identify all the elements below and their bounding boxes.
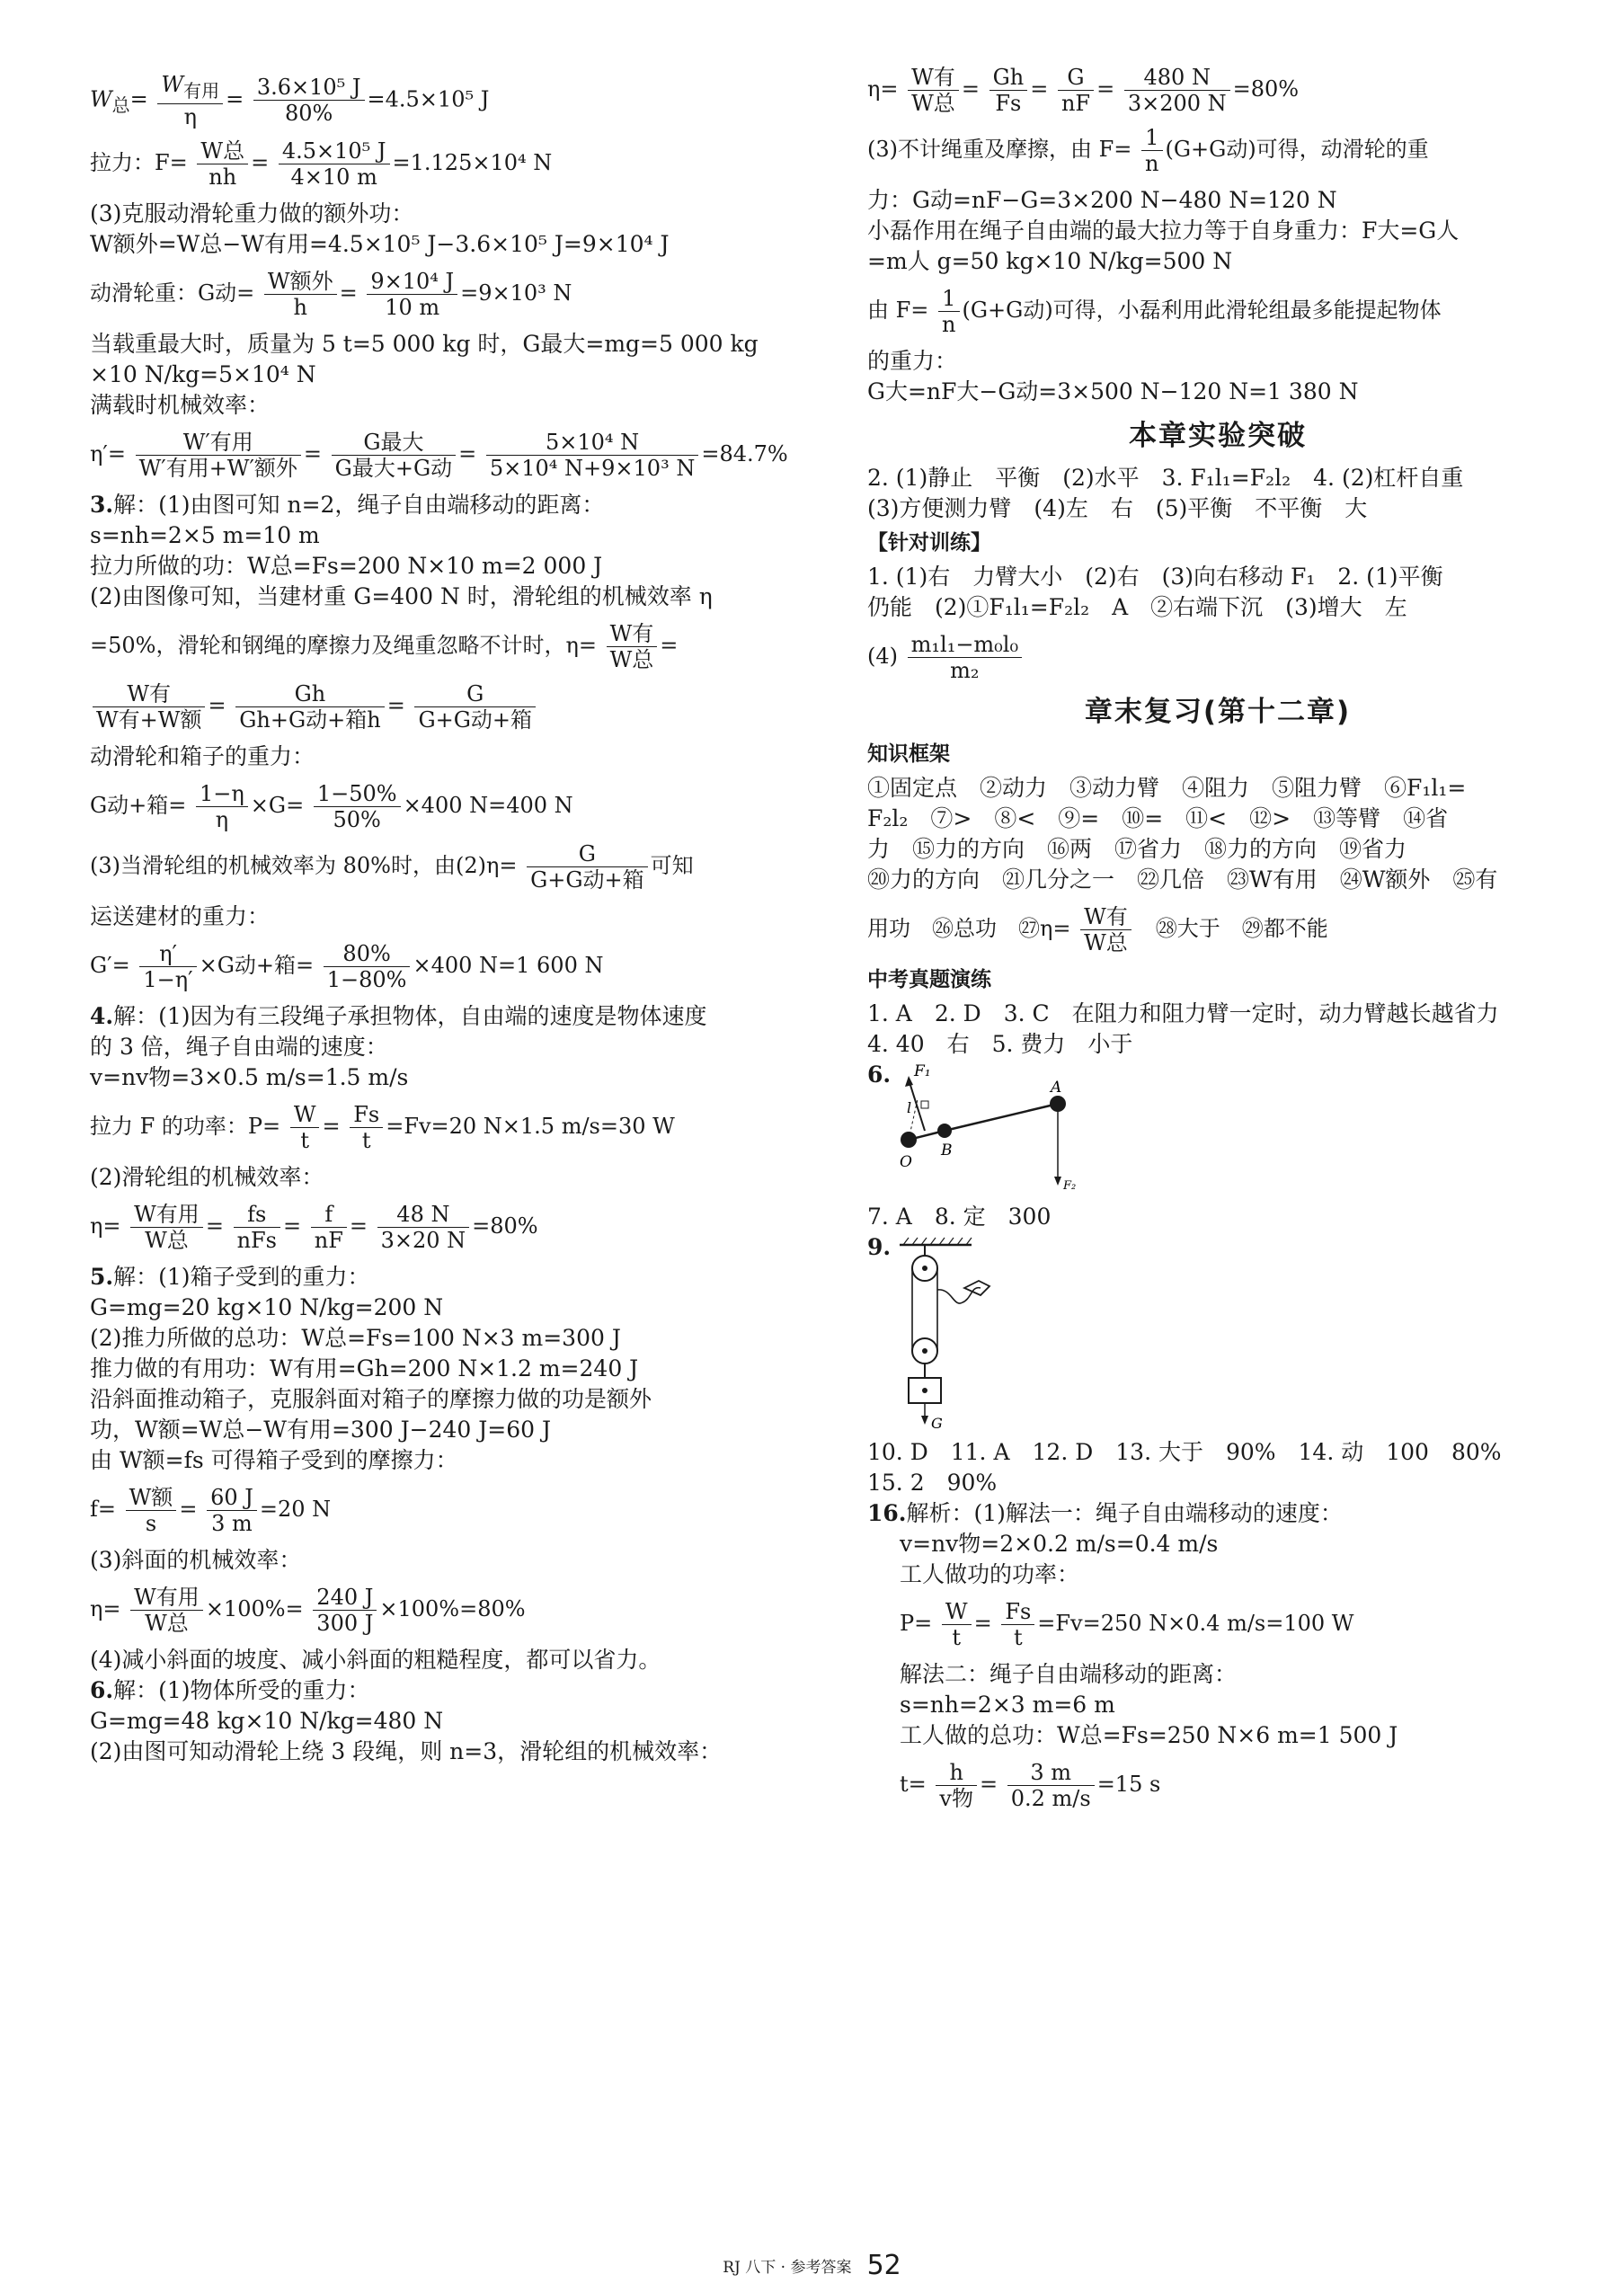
text-line: 仍能 (2)①F₁l₁=F₂l₂ A ②右端下沉 (3)增大 左 <box>867 594 1407 620</box>
text-line: 满载时机械效率： <box>90 391 271 418</box>
page-footer <box>0 2250 1624 2281</box>
problem-number: 6. <box>90 1676 114 1703</box>
text: W有+W额 <box>96 706 202 733</box>
text: W <box>161 72 184 97</box>
formula-total-work <box>90 72 791 129</box>
text-line: 1. (1)右 力臂大小 (2)右 (3)向右移动 F₁ 2. (1)平衡 <box>867 564 1443 590</box>
text: (G+G动)可得，小磊利用此滑轮组最多能提起物体 <box>962 298 1442 323</box>
text-line: F₂l₂ ⑦> ⑧< ⑨= ⑩= ⑪< ⑫> ⑬等臂 ⑭省 <box>867 805 1449 831</box>
text-line: 1. A 2. D 3. C 在阻力和阻力臂一定时，动力臂越长越省力 <box>867 1000 1499 1026</box>
text: =Fv=250 N×0.4 m/s=100 W <box>1037 1611 1354 1636</box>
section-title: 本章实验突破 <box>1129 420 1307 452</box>
text: 1−η <box>196 781 248 807</box>
text: t <box>1013 1625 1023 1650</box>
text: = <box>339 280 358 306</box>
text: η <box>215 806 229 832</box>
text-line: 力：G动=nF−G=3×200 N−480 N=120 N <box>867 187 1337 213</box>
lever-diagram <box>889 1063 1105 1198</box>
text-line: (3)克服动滑轮重力做的额外功： <box>90 200 414 227</box>
text-line: 2. (1)静止 平衡 (2)水平 3. F₁l₁=F₂l₂ 4. (2)杠杆自重 <box>867 465 1464 491</box>
text: W总 <box>145 1227 189 1253</box>
formula-line <box>90 681 791 733</box>
text: = <box>251 149 270 175</box>
subsection-title: 中考真题演练 <box>867 968 991 991</box>
text: = <box>179 1496 198 1522</box>
text: Fs <box>1001 1599 1034 1625</box>
text: ×100%=80% <box>379 1595 526 1621</box>
text: Gh <box>235 681 384 707</box>
text: 300 J <box>316 1610 374 1636</box>
subsection-title: 知识框架 <box>867 742 950 766</box>
text-line: ①固定点 ②动力 ③动力臂 ④阻力 ⑤阻力臂 ⑥F₁l₁= <box>867 775 1467 801</box>
text: nFs <box>236 1227 277 1253</box>
text: s <box>145 1510 157 1536</box>
text: 解：(1)箱子受到的重力： <box>113 1263 370 1290</box>
text: G <box>1058 65 1094 91</box>
fraction <box>93 681 205 733</box>
fraction <box>908 65 959 116</box>
text: W总 <box>197 138 248 164</box>
fraction <box>908 632 1022 683</box>
text: W总 <box>609 646 654 672</box>
text: ×400 N=400 N <box>403 792 573 818</box>
formula-line <box>90 941 791 992</box>
problem-number: 6. <box>867 1062 892 1088</box>
formula-line <box>867 632 1568 683</box>
text-line: (4)减小斜面的坡度、减小斜面的粗糙程度，都可以省力。 <box>90 1646 661 1673</box>
text: η <box>183 103 197 129</box>
text: v物 <box>939 1786 973 1811</box>
text-line: 解法二：绳子自由端移动的距离： <box>900 1661 1238 1687</box>
text: 480 N <box>1124 65 1230 91</box>
text: W总 <box>1084 930 1128 955</box>
text-line: G=mg=48 kg×10 N/kg=480 N <box>90 1707 444 1734</box>
text: = <box>322 1113 341 1139</box>
text: 10 m <box>385 294 440 320</box>
formula-full-efficiency <box>90 430 791 481</box>
right-column <box>867 63 1568 1820</box>
fraction <box>253 75 365 126</box>
text: Fs <box>995 91 1022 116</box>
text: 拉力 F 的功率：P= <box>90 1113 281 1139</box>
problem-number: 16. <box>867 1500 907 1526</box>
text: G最大 <box>332 430 456 456</box>
text: 有用 <box>183 79 220 102</box>
fraction <box>235 681 384 733</box>
text: Gh <box>989 65 1028 91</box>
fraction <box>139 941 196 992</box>
text-line: 工人做的总功：W总=Fs=250 N×6 m=1 500 J <box>900 1722 1398 1748</box>
text: = <box>386 692 405 718</box>
fraction <box>1080 904 1131 955</box>
fraction <box>136 430 301 481</box>
text: 由 F= <box>867 298 929 323</box>
text: G动+箱= <box>90 792 187 818</box>
text: W <box>90 86 112 112</box>
text: 50% <box>333 806 381 832</box>
label-f1: F₁ <box>914 1063 931 1080</box>
text: = <box>349 1213 368 1239</box>
text: W <box>942 1599 972 1625</box>
text-line: =m人 g=50 kg×10 N/kg=500 N <box>867 248 1233 274</box>
text: 动滑轮重：G动= <box>90 280 255 306</box>
text: =15 s <box>1096 1772 1161 1797</box>
fraction <box>1058 65 1094 116</box>
formula-pull-force <box>90 138 791 190</box>
arrow-head-g <box>921 1416 928 1425</box>
formula-line <box>90 841 791 893</box>
text: (3)不计绳重及摩擦，由 F= <box>867 137 1132 162</box>
text: W额外 <box>264 269 337 295</box>
text-line: 15. 2 90% <box>867 1470 998 1496</box>
text: 拉力：F= <box>90 149 188 175</box>
text-line: 的重力： <box>867 348 958 374</box>
text: = <box>973 1611 992 1636</box>
left-column <box>90 63 791 1767</box>
text: η= <box>90 1595 121 1621</box>
text: 1−η′ <box>143 966 193 992</box>
text: G′= <box>90 952 130 978</box>
text: Fs <box>350 1102 383 1128</box>
text: 80% <box>285 101 333 127</box>
text: (4) <box>867 644 898 669</box>
text: = <box>979 1772 998 1797</box>
problem-16-line <box>867 1498 1568 1529</box>
text: = <box>129 86 148 112</box>
text: ㉘大于 ㉙都不能 <box>1133 916 1328 941</box>
text: 3×200 N <box>1127 91 1227 116</box>
fraction <box>377 1202 470 1253</box>
text: G+G动+箱 <box>530 866 644 893</box>
fraction <box>1124 65 1230 116</box>
fraction <box>207 1485 257 1536</box>
text: =1.125×10⁴ N <box>392 149 553 175</box>
text: 1 <box>938 286 959 312</box>
text: =4.5×10⁵ J <box>367 86 490 112</box>
text: W额 <box>126 1485 177 1511</box>
text: 解：(1)物体所受的重力： <box>113 1676 370 1703</box>
text-line: ⑳力的方向 ㉑几分之一 ㉒几倍 ㉓W有用 ㉔W额外 ㉕有 <box>867 866 1498 893</box>
formula-line <box>867 1599 1568 1650</box>
fraction <box>234 1202 280 1253</box>
text-line: (2)由图可知动滑轮上绕 3 段绳，则 n=3，滑轮组的机械效率： <box>90 1737 723 1764</box>
text-line: G=mg=20 kg×10 N/kg=200 N <box>90 1293 444 1320</box>
text: 240 J <box>313 1585 377 1611</box>
arrow-head-f1 <box>905 1076 913 1087</box>
fraction <box>414 681 536 733</box>
text: 3 m <box>211 1510 253 1536</box>
fraction <box>324 941 411 992</box>
text: W有 <box>1080 904 1131 930</box>
text: t <box>361 1127 371 1153</box>
page-number: 52 <box>866 2250 901 2281</box>
text: =84.7% <box>701 440 788 466</box>
text: n <box>942 312 956 337</box>
text: h <box>936 1760 977 1786</box>
text: 总 <box>111 94 130 117</box>
text: P= <box>900 1611 933 1636</box>
label-l: l <box>907 1099 912 1116</box>
right-angle-mark <box>921 1101 928 1108</box>
text: W总 <box>145 1610 189 1636</box>
label-o: O <box>900 1153 912 1171</box>
text: η= <box>867 76 899 102</box>
text: 用功 ㉖总功 ㉗η= <box>867 916 1071 941</box>
fraction <box>332 430 456 481</box>
text: W有 <box>93 681 205 707</box>
text: nF <box>1060 91 1091 116</box>
fraction <box>607 621 658 672</box>
fraction <box>1001 1599 1034 1650</box>
formula-line <box>90 1102 791 1153</box>
fraction <box>196 781 248 832</box>
text-line: 当载重最大时，质量为 5 t=5 000 kg 时，G最大=mg=5 000 kg <box>90 330 759 357</box>
label-g: G <box>931 1415 943 1432</box>
text: =Fv=20 N×1.5 m/s=30 W <box>386 1113 675 1139</box>
text-line: 小磊作用在绳子自由端的最大拉力等于自身重力：F大=G人 <box>867 218 1460 244</box>
text: h <box>293 294 307 320</box>
text: 3 m <box>1007 1760 1095 1786</box>
text: 80% <box>324 941 411 967</box>
text: m₂ <box>950 658 980 683</box>
text: = <box>208 692 226 718</box>
text-line: 7. A 8. 定 300 <box>867 1204 1052 1230</box>
text: = <box>660 632 679 658</box>
formula-line <box>867 904 1568 955</box>
text-line: W额外=W总−W有用=4.5×10⁵ J−3.6×10⁵ J=9×10⁴ J <box>90 230 670 257</box>
text: W有用 <box>130 1585 203 1611</box>
fraction <box>290 1102 320 1153</box>
question-9-row <box>867 1232 1568 1437</box>
text: G <box>414 681 536 707</box>
fraction <box>130 1202 203 1253</box>
problem-number: 3. <box>90 491 114 518</box>
text: t= <box>900 1772 927 1797</box>
point-b <box>937 1124 952 1138</box>
text-line: 功，W额=W总−W有用=300 J−240 J=60 J <box>90 1416 551 1443</box>
text: 4.5×10⁵ J <box>279 138 390 164</box>
text: G最大+G动 <box>334 455 453 481</box>
text: 1−80% <box>326 966 407 992</box>
text: 0.2 m/s <box>1010 1786 1091 1811</box>
text: W′有用 <box>136 430 301 456</box>
pulley-diagram <box>889 1236 1024 1434</box>
text: (3)当滑轮组的机械效率为 80%时，由(2)η= <box>90 852 518 878</box>
text-line: 的 3 倍，绳子自由端的速度： <box>90 1033 388 1060</box>
fraction <box>936 1760 977 1811</box>
fraction <box>938 286 959 337</box>
text-line: G大=nF大−G动=3×500 N−120 N=1 380 N <box>867 378 1359 404</box>
label-a: A <box>1051 1079 1062 1097</box>
text: =80% <box>472 1213 538 1239</box>
text: 4×10 m <box>290 164 377 190</box>
text: = <box>1030 76 1049 102</box>
text: fs <box>234 1202 280 1228</box>
problem-number: 4. <box>90 1002 114 1029</box>
text: W′有用+W′额外 <box>138 455 297 481</box>
load-center <box>922 1388 927 1393</box>
text: 5×10⁴ N+9×10³ N <box>489 455 696 481</box>
text: = <box>1096 76 1115 102</box>
pivot-o <box>901 1132 917 1148</box>
text-line: ×10 N/kg=5×10⁴ N <box>90 360 316 387</box>
fixed-pulley-axle <box>922 1266 927 1271</box>
text: η′= <box>90 440 126 466</box>
text-line: 动滑轮和箱子的重力： <box>90 742 315 769</box>
fraction <box>157 72 223 129</box>
text: 解：(1)因为有三段绳子承担物体，自由端的速度是物体速度 <box>113 1002 707 1029</box>
text: ×100%= <box>205 1595 304 1621</box>
text: W有用 <box>130 1202 203 1228</box>
fraction <box>1141 125 1162 176</box>
question-6-row <box>867 1060 1568 1202</box>
label-b: B <box>941 1142 953 1159</box>
text: ×G动+箱= <box>199 952 315 978</box>
text: (G+G动)可得，动滑轮的重 <box>1165 137 1429 162</box>
problem-5-line <box>90 1262 791 1293</box>
text-line: s=nh=2×5 m=10 m <box>90 521 320 548</box>
fraction <box>486 430 698 481</box>
text: =80% <box>1232 76 1300 102</box>
text: G+G动+箱 <box>418 706 532 733</box>
fraction <box>314 781 401 832</box>
problem-4-line <box>90 1001 791 1032</box>
formula-line <box>867 125 1568 176</box>
formula-line <box>90 1485 791 1536</box>
fraction <box>130 1585 203 1636</box>
subsection-title: 【针对训练】 <box>867 531 991 555</box>
text: η′ <box>139 941 196 967</box>
text: f <box>311 1202 347 1228</box>
text-line: 由 W额=fs 可得箱子受到的摩擦力： <box>90 1446 458 1473</box>
text: = <box>283 1213 302 1239</box>
footer-label: RJ 八下 · 参考答案 <box>723 2259 852 2277</box>
text: 解析：(1)解法一：绳子自由端移动的速度： <box>906 1500 1343 1526</box>
text: f= <box>90 1496 116 1522</box>
text: G <box>527 841 648 867</box>
text: η= <box>90 1213 121 1239</box>
text-line: 推力做的有用功：W有用=Gh=200 N×1.2 m=240 J <box>90 1355 639 1381</box>
text-line: v=nv物=2×0.2 m/s=0.4 m/s <box>900 1531 1219 1557</box>
section-title: 章末复习(第十二章) <box>1084 696 1352 728</box>
text-line: 力 ⑮力的方向 ⑯两 ⑰省力 ⑱力的方向 ⑲省力 <box>867 836 1407 862</box>
text: =20 N <box>259 1496 332 1522</box>
text-line: 工人做功的功率： <box>900 1561 1080 1587</box>
text: nh <box>209 164 237 190</box>
formula-line <box>867 1760 1568 1811</box>
fraction <box>279 138 390 190</box>
problem-number: 9. <box>867 1234 892 1260</box>
fraction <box>197 138 248 190</box>
text: nF <box>314 1227 343 1253</box>
text: W有 <box>908 65 959 91</box>
text: W <box>290 1102 320 1128</box>
movable-pulley-axle <box>922 1348 927 1354</box>
text: 5×10⁴ N <box>486 430 698 456</box>
rope-to-hand <box>937 1288 981 1303</box>
text: 1 <box>1141 125 1162 151</box>
formula-line <box>90 1202 791 1253</box>
fraction <box>989 65 1028 116</box>
text-line: (2)滑轮组的机械效率： <box>90 1163 324 1190</box>
lever-arm-ba <box>945 1104 1058 1131</box>
arrow-head-f2 <box>1054 1177 1061 1186</box>
text: = <box>961 76 980 102</box>
formula-line <box>867 286 1568 337</box>
text: t <box>300 1127 309 1153</box>
text: =50%，滑轮和钢绳的摩擦力及绳重忽略不计时，η= <box>90 632 597 658</box>
formula-line <box>90 781 791 832</box>
label-f2: F₂ <box>1063 1179 1077 1193</box>
text-line: (3)方便测力臂 (4)左 右 (5)平衡 不平衡 大 <box>867 495 1368 521</box>
text-line: (2)推力所做的总功：W总=Fs=100 N×3 m=300 J <box>90 1324 621 1351</box>
text: = <box>303 440 323 466</box>
problem-number: 5. <box>90 1263 114 1290</box>
formula-pulley-weight <box>90 269 791 320</box>
text-line: 运送建材的重力： <box>90 902 271 929</box>
problem-6-line <box>90 1675 791 1706</box>
text-line: 拉力所做的功：W总=Fs=200 N×10 m=2 000 J <box>90 552 603 579</box>
text: 解：(1)由图可知 n=2，绳子自由端移动的距离： <box>113 491 605 518</box>
text: 1−50% <box>314 781 401 807</box>
text: ×G= <box>250 792 305 818</box>
text-line: (3)斜面的机械效率： <box>90 1546 302 1573</box>
text: t <box>952 1625 962 1650</box>
text: ×400 N=1 600 N <box>413 952 604 978</box>
text: W有 <box>607 621 658 647</box>
fraction <box>126 1485 177 1536</box>
text: 48 N <box>377 1202 470 1228</box>
fraction <box>527 841 648 893</box>
fraction <box>313 1585 377 1636</box>
text: n <box>1145 151 1159 176</box>
formula-line <box>867 65 1568 116</box>
text-line: 沿斜面推动箱子，克服斜面对箱子的摩擦力做的功是额外 <box>90 1385 652 1412</box>
text: 3.6×10⁵ J <box>253 75 365 101</box>
text: m₁l₁−m₀l₀ <box>908 632 1022 658</box>
fraction <box>1007 1760 1095 1811</box>
fraction <box>264 269 337 320</box>
text-line: 4. 40 右 5. 费力 小于 <box>867 1031 1133 1057</box>
fraction <box>367 269 457 320</box>
text: 可知 <box>650 852 694 878</box>
text-line: s=nh=2×3 m=6 m <box>900 1692 1115 1718</box>
text: 3×20 N <box>380 1227 466 1253</box>
text: = <box>205 1213 224 1239</box>
text-line: v=nv物=3×0.5 m/s=1.5 m/s <box>90 1063 409 1090</box>
text: = <box>226 86 244 112</box>
text-line: (2)由图像可知，当建材重 G=400 N 时，滑轮组的机械效率 η <box>90 582 713 609</box>
fraction <box>350 1102 383 1153</box>
formula-line <box>90 621 791 672</box>
text: Gh+G动+箱h <box>239 706 381 733</box>
fraction <box>311 1202 347 1253</box>
text: =9×10³ N <box>460 280 572 306</box>
problem-3-line <box>90 490 791 520</box>
text: 60 J <box>207 1485 257 1511</box>
text: = <box>458 440 477 466</box>
text-line: 10. D 11. A 12. D 13. 大于 90% 14. 动 100 80% <box>867 1439 1502 1465</box>
text: W总 <box>911 91 955 116</box>
formula-line <box>90 1585 791 1636</box>
fraction <box>942 1599 972 1650</box>
text: 9×10⁴ J <box>367 269 457 295</box>
